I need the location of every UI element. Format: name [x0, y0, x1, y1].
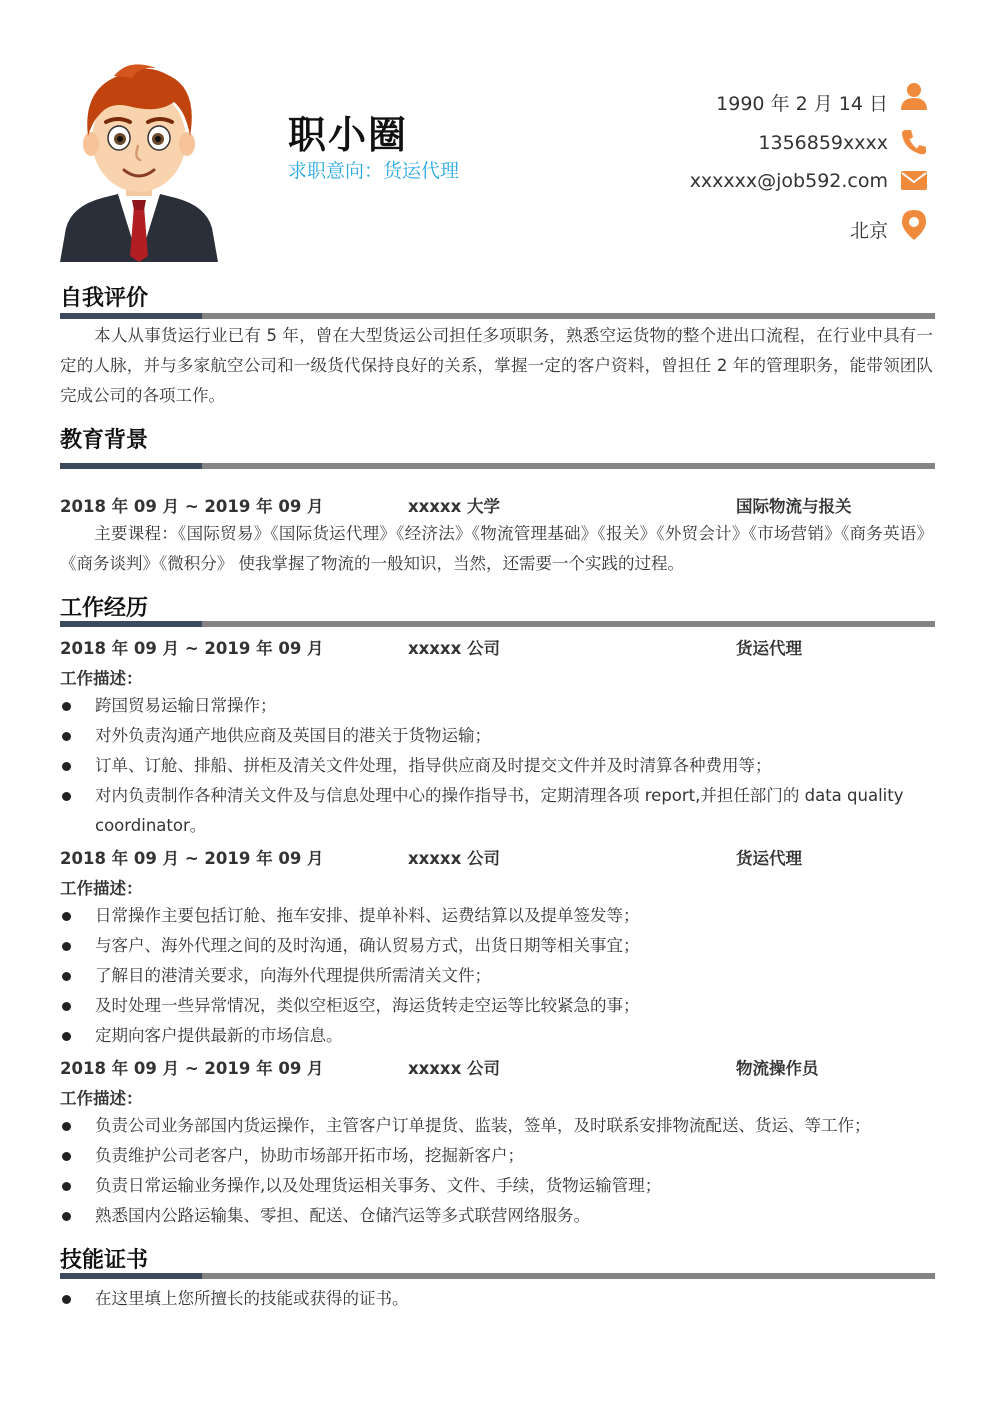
self-eval-text: 本人从事货运行业已有 5 年，曾在大型货运公司担任多项职务，熟悉空运货物的整个进出口流程，在行业中具有一定的人脉，并与多家航空公司和一级货代保持良好的关系，掌握一定的客户资料，曾担任 2 年的管理职务，能带领团队完成公司的各项工作。 [60, 326, 933, 405]
list-item: 熟悉国内公路运输集、零担、配送、仓储汽运等多式联营网络服务。 [60, 1201, 935, 1231]
job-company: xxxxx 公司 [408, 1059, 500, 1078]
education-courses: 主要课程：《国际贸易》《国际货运代理》《经济法》《物流管理基础》《报关》《外贸会计》《市场营销》《商务英语》《商务谈判》《微积分》 使我掌握了物流的一般知识，当然，还需要一个实践的过程。 [60, 524, 933, 573]
job-duties-list [60, 901, 935, 1051]
list-item: 负责维护公司老客户，协助市场部开拓市场，挖掘新客户； [60, 1141, 935, 1171]
list-item: 日常操作主要包括订舱、拖车安排、提单补料、运费结算以及提单签发等； [60, 901, 935, 931]
candidate-name: 职小圈 [288, 112, 409, 157]
job-duties-list [60, 691, 935, 841]
education-row [60, 489, 935, 519]
job-desc-label: 工作描述： [60, 879, 143, 898]
job-row [60, 1051, 935, 1081]
avatar [58, 60, 220, 262]
section-title-work: 工作经历 [60, 596, 149, 621]
job-period: 2018 年 09 月 ~ 2019 年 09 月 [60, 639, 324, 658]
email-address: xxxxxx@job592.com [689, 170, 888, 192]
section-title-self-eval: 自我评价 [60, 286, 149, 311]
job-desc-label: 工作描述： [60, 669, 143, 688]
education-period: 2018 年 09 月 ~ 2019 年 09 月 [60, 497, 324, 516]
list-item: 了解目的港清关要求，向海外代理提供所需清关文件； [60, 961, 935, 991]
list-item: 跨国贸易运输日常操作； [60, 691, 935, 721]
birth-date: 1990 年 2 月 14 日 [716, 93, 888, 115]
section-divider [60, 1273, 935, 1279]
list-item: 订单、订舱、排船、拼柜及清关文件处理，指导供应商及时提交文件并及时清算各种费用等； [60, 751, 935, 781]
section-divider [60, 313, 935, 319]
job-company: xxxxx 公司 [408, 639, 500, 658]
section-divider [60, 463, 935, 469]
section-divider [60, 621, 935, 627]
education-major: 国际物流与报关 [736, 497, 852, 516]
job-period: 2018 年 09 月 ~ 2019 年 09 月 [60, 849, 324, 868]
phone-number: 1356859xxxx [758, 132, 888, 154]
job-row [60, 631, 935, 661]
job-duties-list [60, 1111, 935, 1231]
list-item: 负责日常运输业务操作,以及处理货运相关事务、文件、手续，货物运输管理； [60, 1171, 935, 1201]
job-company: xxxxx 公司 [408, 849, 500, 868]
education-school: xxxxx 大学 [408, 497, 500, 516]
section-title-skills: 技能证书 [60, 1248, 149, 1273]
section-title-education: 教育背景 [60, 428, 149, 453]
job-position: 物流操作员 [736, 1059, 819, 1078]
job-desc-label: 工作描述： [60, 1089, 143, 1108]
list-item: 负责公司业务部国内货运操作，主管客户订单提货、监装，签单，及时联系安排物流配送、货运、等工作； [60, 1111, 935, 1141]
mail-icon [900, 167, 928, 195]
job-row [60, 841, 935, 871]
job-position: 货运代理 [736, 639, 802, 658]
job-period: 2018 年 09 月 ~ 2019 年 09 月 [60, 1059, 324, 1078]
list-item: 在这里填上您所擅长的技能或获得的证书。 [60, 1284, 935, 1314]
list-item: 与客户、海外代理之间的及时沟通，确认贸易方式，出货日期等相关事宜； [60, 931, 935, 961]
list-item: 及时处理一些异常情况，类似空柜返空，海运货转走空运等比较紧急的事； [60, 991, 935, 1021]
skills-list [60, 1284, 935, 1314]
list-item: 对内负责制作各种清关文件及与信息处理中心的操作指导书，定期清理各项 report,并担任部门的 data quality coordinator。 [60, 781, 935, 841]
phone-icon [900, 128, 928, 156]
list-item: 定期向客户提供最新的市场信息。 [60, 1021, 935, 1051]
person-icon [900, 82, 928, 110]
location-pin-icon [900, 209, 928, 241]
job-position: 货运代理 [736, 849, 802, 868]
list-item: 对外负责沟通产地供应商及英国目的港关于货物运输； [60, 721, 935, 751]
city: 北京 [849, 220, 888, 242]
job-intent: 求职意向：货运代理 [288, 160, 460, 182]
